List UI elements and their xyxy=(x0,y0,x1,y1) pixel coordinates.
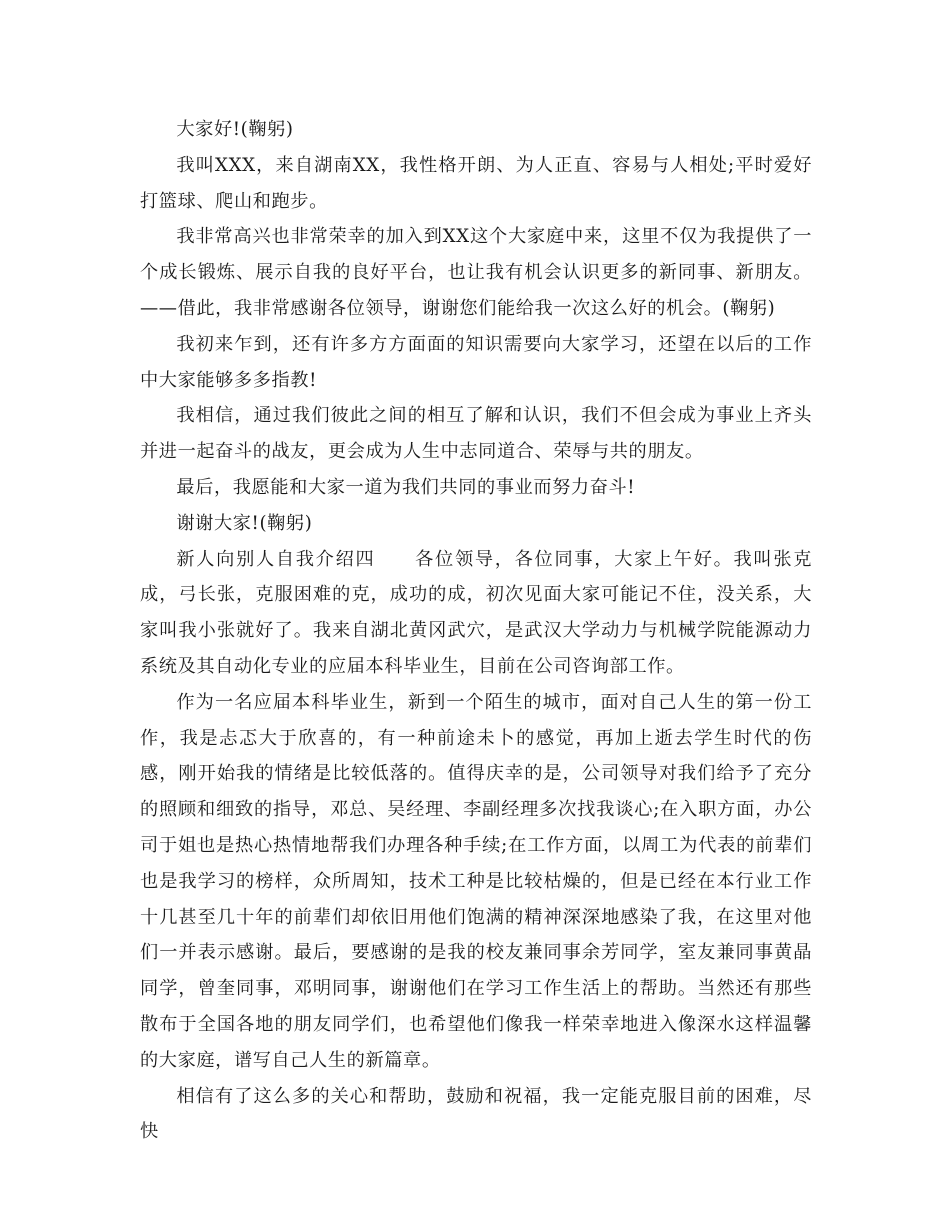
paragraph-closing: 最后，我愿能和大家一道为我们共同的事业而努力奋斗! xyxy=(176,476,636,498)
paragraph-self-intro: 我叫XXX，来自湖南XX，我性格开朗、为人正直、容易与人相处;平时爱好打篮球、爬山和跑步。 xyxy=(140,154,812,212)
paragraph-graduate: 作为一名应届本科毕业生，新到一个陌生的城市，面对自己人生的第一份工作，我是忐忑大于欣喜的，有一种前途未卜的感觉，再加上逝去学生时代的伤感，刚开始我的情绪是比较低落的。值得庆幸的是，公司领导对我们给予了充分的照顾和细致的指导，邓总、吴经理、李副经理多次找我谈心;在入职方面，办公司于姐也是热心热情地帮我们办理各种手续;在工作方面，以周工为代表的前辈们也是我学习的榜样，众所周知，技术工种是比较枯燥的，但是已经在本行业工作十几甚至几十年的前辈们却依旧用他们饱满的精神深深地感染了我，在这里对他们一并表示感谢。最后，要感谢的是我的校友兼同事余芳同学，室友兼同事黄晶同学，曾奎同事，邓明同事，谢谢他们在学习工作生活上的帮助。当然还有那些散布于全国各地的朋友同学们，也希望他们像我一样荣幸地进入像深水这样温馨的大家庭，谱写自己人生的新篇章。 xyxy=(140,691,812,1071)
paragraph-greeting: 大家好!(鞠躬) xyxy=(176,119,294,140)
paragraph-belief: 我相信，通过我们彼此之间的相互了解和认识，我们不但会成为事业上齐头并进一起奋斗的战友，更会成为人生中志同道合、荣辱与共的朋友。 xyxy=(140,405,812,463)
paragraph-intro-four: 新人向别人自我介绍四 各位领导，各位同事，大家上午好。我叫张克成，弓长张，克服困难的克，成功的成，初次见面大家可能记不住，没关系，大家叫我小张就好了。我来自湖北黄冈武穴，是武汉大学动力与机械学院能源动力系统及其自动化专业的应届本科毕业生，目前在公司咨询部工作。 xyxy=(140,548,812,677)
document-body xyxy=(140,112,812,1150)
paragraph-thanks: 谢谢大家!(鞠躬) xyxy=(176,512,313,534)
paragraph-joining: 我非常高兴也非常荣幸的加入到XX这个大家庭中来，这里不仅为我提供了一个成长锻炼、展示自我的良好平台，也让我有机会认识更多的新同事、新朋友。——借此，我非常感谢各位领导，谢谢您们能给我一次这么好的机会。(鞠躬) xyxy=(140,226,812,319)
paragraph-confidence: 相信有了这么多的关心和帮助，鼓励和祝福，我一定能克服目前的困难，尽快 xyxy=(140,1085,812,1143)
paragraph-learning: 我初来乍到，还有许多方方面面的知识需要向大家学习，还望在以后的工作中大家能够多多指教! xyxy=(140,333,812,391)
